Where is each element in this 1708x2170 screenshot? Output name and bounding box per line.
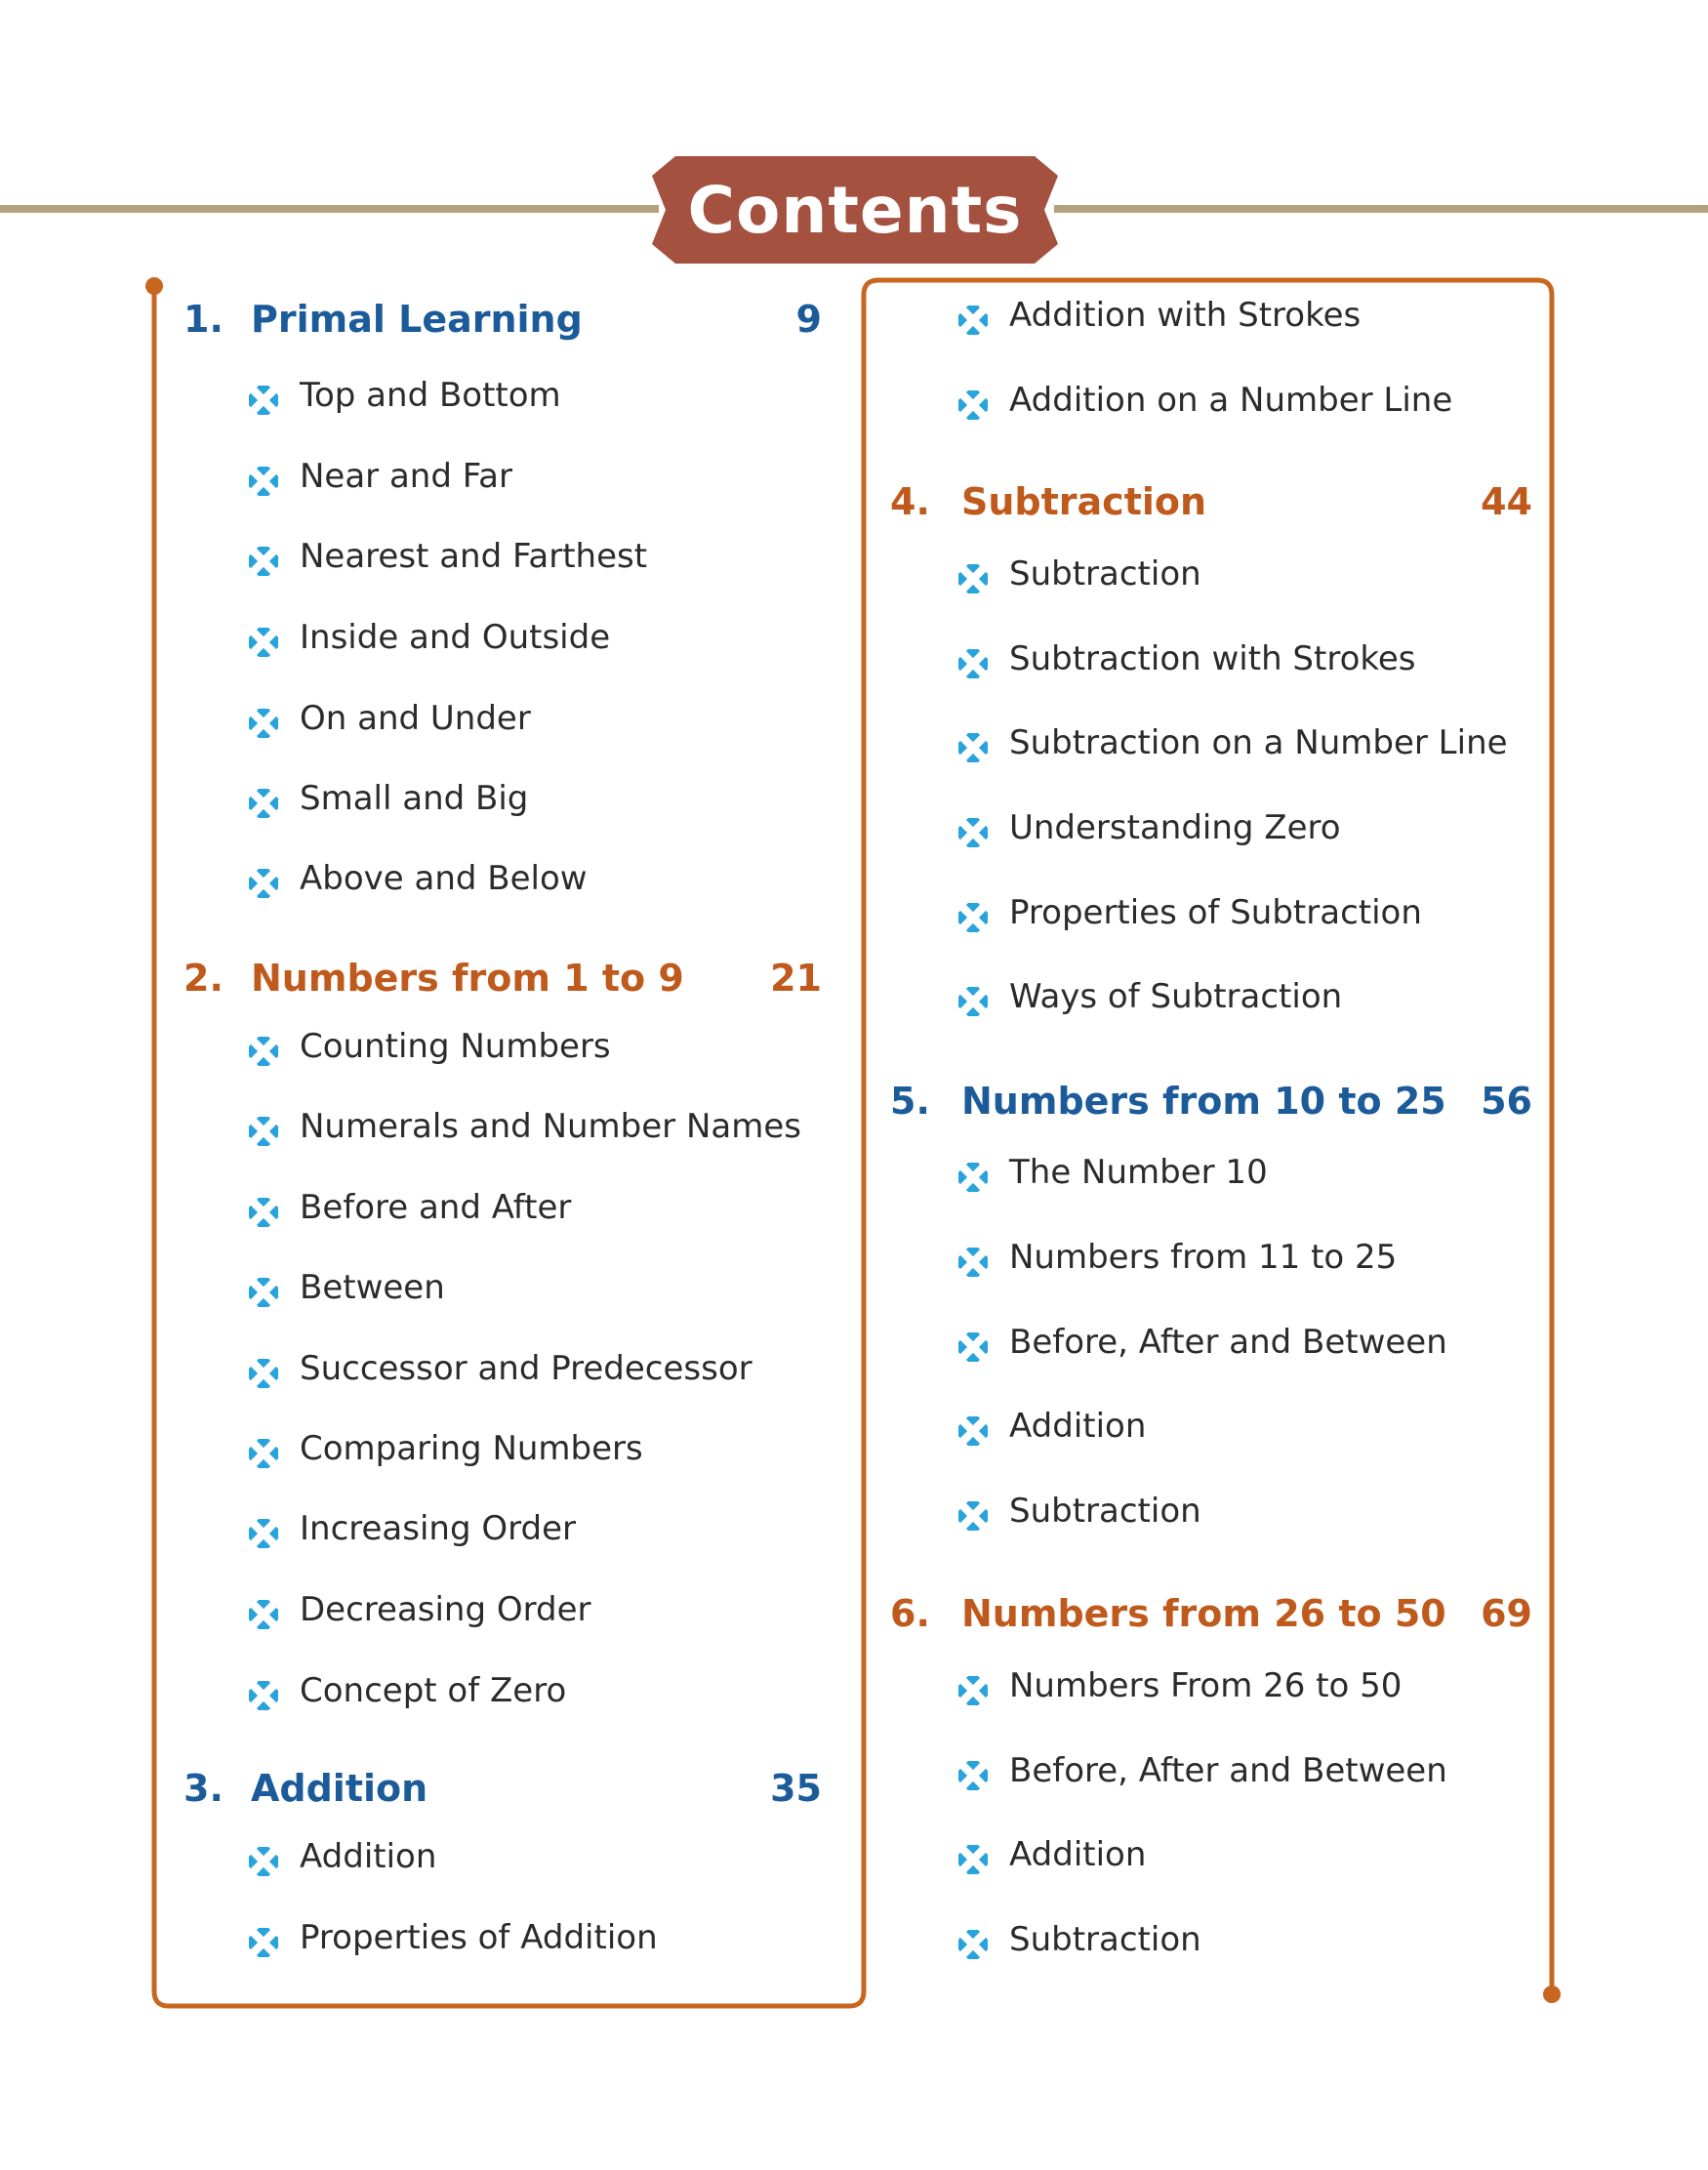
topic-label: The Number 10	[1009, 1153, 1268, 1192]
diamond-bullet-icon	[249, 1439, 278, 1468]
topic-label: Before, After and Between	[1009, 1323, 1447, 1362]
diamond-bullet-icon	[958, 818, 988, 847]
topic-label: Numbers from 11 to 25	[1009, 1238, 1398, 1277]
diamond-bullet-icon	[249, 869, 278, 898]
chapter-title: Numbers from 1 to 9	[251, 957, 684, 1000]
topic-label: Increasing Order	[300, 1509, 576, 1548]
diamond-bullet-icon	[249, 1278, 278, 1307]
topic-label: Small and Big	[300, 779, 529, 818]
topic-label: Before, After and Between	[1009, 1751, 1447, 1790]
topic-label: Successor and Predecessor	[300, 1349, 752, 1388]
topic-label: Ways of Subtraction	[1009, 977, 1343, 1016]
topic-label: Understanding Zero	[1009, 808, 1341, 847]
topic-label: Properties of Addition	[300, 1918, 658, 1957]
topic-label: Top and Bottom	[300, 376, 561, 415]
topic-label: Near and Far	[300, 457, 512, 496]
diamond-bullet-icon	[958, 1332, 988, 1362]
topic-label: Subtraction with Strokes	[1009, 639, 1416, 678]
chapter-title: Numbers from 10 to 25	[961, 1080, 1446, 1123]
topic-label: Comparing Numbers	[300, 1429, 643, 1468]
chapter-page-number: 69	[1481, 1592, 1532, 1635]
diamond-bullet-icon	[249, 1928, 278, 1957]
topic-label: Decreasing Order	[300, 1590, 591, 1629]
topic-label: Subtraction	[1009, 1920, 1201, 1959]
chapter-number: 6.	[890, 1592, 930, 1635]
chapter-number: 3.	[183, 1767, 224, 1810]
topic-label: Subtraction	[1009, 1492, 1201, 1531]
diamond-bullet-icon	[958, 1501, 988, 1531]
topic-label: Addition on a Number Line	[1009, 381, 1453, 420]
diamond-bullet-icon	[958, 649, 988, 678]
topic-label: On and Under	[300, 699, 531, 738]
topic-label: Inside and Outside	[300, 618, 611, 657]
chapter-number: 4.	[890, 480, 930, 523]
diamond-bullet-icon	[958, 1845, 988, 1874]
diamond-bullet-icon	[249, 1117, 278, 1146]
diamond-bullet-icon	[958, 987, 988, 1016]
topic-label: Numerals and Number Names	[300, 1107, 801, 1146]
diamond-bullet-icon	[958, 306, 988, 335]
diamond-bullet-icon	[249, 1600, 278, 1629]
topic-label: Subtraction	[1009, 554, 1201, 594]
chapter-page-number: 35	[770, 1767, 822, 1810]
topic-label: Addition with Strokes	[1009, 296, 1362, 335]
diamond-bullet-icon	[249, 386, 278, 415]
diamond-bullet-icon	[958, 1248, 988, 1277]
topic-label: Above and Below	[300, 859, 588, 898]
diamond-bullet-icon	[958, 1416, 988, 1446]
chapter-page-number: 21	[770, 957, 822, 1000]
diamond-bullet-icon	[249, 628, 278, 657]
topic-label: Numbers From 26 to 50	[1009, 1666, 1403, 1705]
topic-label: Subtraction on a Number Line	[1009, 723, 1508, 762]
chapter-title: Addition	[251, 1767, 428, 1810]
chapter-number: 2.	[183, 957, 224, 1000]
topic-label: Addition	[1009, 1835, 1147, 1874]
topic-label: Addition	[300, 1837, 437, 1876]
diamond-bullet-icon	[958, 733, 988, 762]
topic-label: Addition	[1009, 1407, 1147, 1446]
diamond-bullet-icon	[249, 467, 278, 496]
diamond-bullet-icon	[249, 547, 278, 576]
diamond-bullet-icon	[249, 789, 278, 818]
diamond-bullet-icon	[958, 1761, 988, 1790]
diamond-bullet-icon	[249, 709, 278, 738]
diamond-bullet-icon	[958, 390, 988, 420]
diamond-bullet-icon	[249, 1359, 278, 1388]
chapter-title: Primal Learning	[251, 298, 583, 341]
page-title: Contents	[687, 172, 1023, 248]
topic-label: Counting Numbers	[300, 1027, 611, 1066]
diamond-bullet-icon	[249, 1519, 278, 1548]
chapter-number: 1.	[183, 298, 224, 341]
diamond-bullet-icon	[958, 1676, 988, 1705]
chapter-page-number: 56	[1481, 1080, 1532, 1123]
chapter-page-number: 9	[795, 298, 822, 341]
topic-label: Concept of Zero	[300, 1671, 567, 1710]
topic-label: Between	[300, 1268, 445, 1307]
diamond-bullet-icon	[249, 1198, 278, 1227]
topic-label: Before and After	[300, 1188, 572, 1227]
chapter-title: Numbers from 26 to 50	[961, 1592, 1446, 1635]
diamond-bullet-icon	[249, 1037, 278, 1066]
topic-label: Nearest and Farthest	[300, 537, 648, 576]
chapter-number: 5.	[890, 1080, 930, 1123]
chapter-title: Subtraction	[961, 480, 1207, 523]
diamond-bullet-icon	[249, 1847, 278, 1876]
diamond-bullet-icon	[249, 1681, 278, 1710]
diamond-bullet-icon	[958, 903, 988, 932]
diamond-bullet-icon	[958, 1930, 988, 1959]
diamond-bullet-icon	[958, 564, 988, 594]
diamond-bullet-icon	[958, 1163, 988, 1192]
chapter-page-number: 44	[1481, 480, 1532, 523]
topic-label: Properties of Subtraction	[1009, 893, 1422, 932]
